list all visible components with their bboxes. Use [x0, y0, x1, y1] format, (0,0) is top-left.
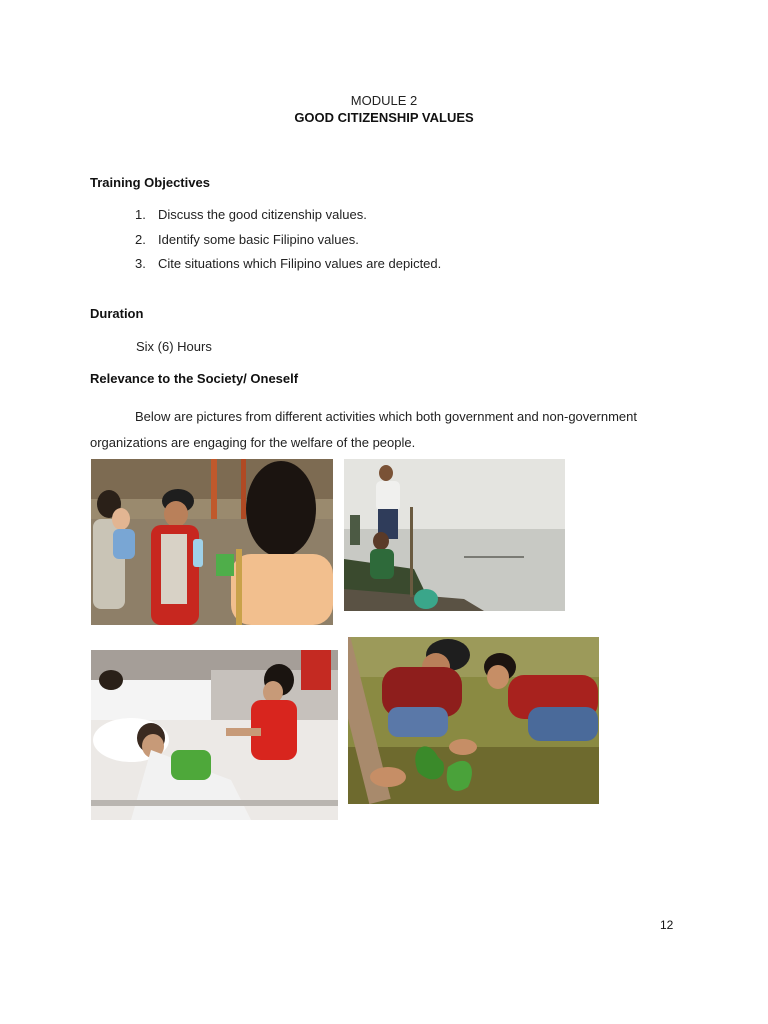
- module-title: GOOD CITIZENSHIP VALUES: [294, 110, 474, 125]
- photo-medical-mission: [91, 650, 338, 820]
- list-item: [135, 256, 441, 281]
- photo-coastal-cleanup: [344, 459, 565, 611]
- list-item: [135, 207, 441, 232]
- photo-relief-distribution: [91, 459, 333, 625]
- objectives-list: [135, 207, 441, 281]
- list-item-number: 1.: [135, 207, 146, 222]
- training-objectives-heading: Training Objectives: [90, 175, 210, 190]
- list-item-text: Discuss the good citizenship values.: [158, 207, 367, 222]
- duration-text: Six (6) Hours: [136, 339, 212, 354]
- list-item: [135, 232, 441, 257]
- module-label: MODULE 2: [350, 93, 418, 108]
- list-item-number: 3.: [135, 256, 146, 271]
- duration-heading: Duration: [90, 306, 144, 321]
- relevance-paragraph: Below are pictures from different activities which both government and non-government organizations are engaging for the welfare of the people.: [90, 409, 637, 450]
- list-item-number: 2.: [135, 231, 146, 247]
- list-item-text: Cite situations which Filipino values are depicted.: [158, 256, 442, 271]
- relevance-heading: Relevance to the Society/ Oneself: [90, 371, 299, 386]
- list-item-text: Identify some basic Filipino values.: [158, 231, 359, 247]
- photo-tree-planting: [348, 637, 599, 804]
- page-number: 12: [660, 918, 674, 932]
